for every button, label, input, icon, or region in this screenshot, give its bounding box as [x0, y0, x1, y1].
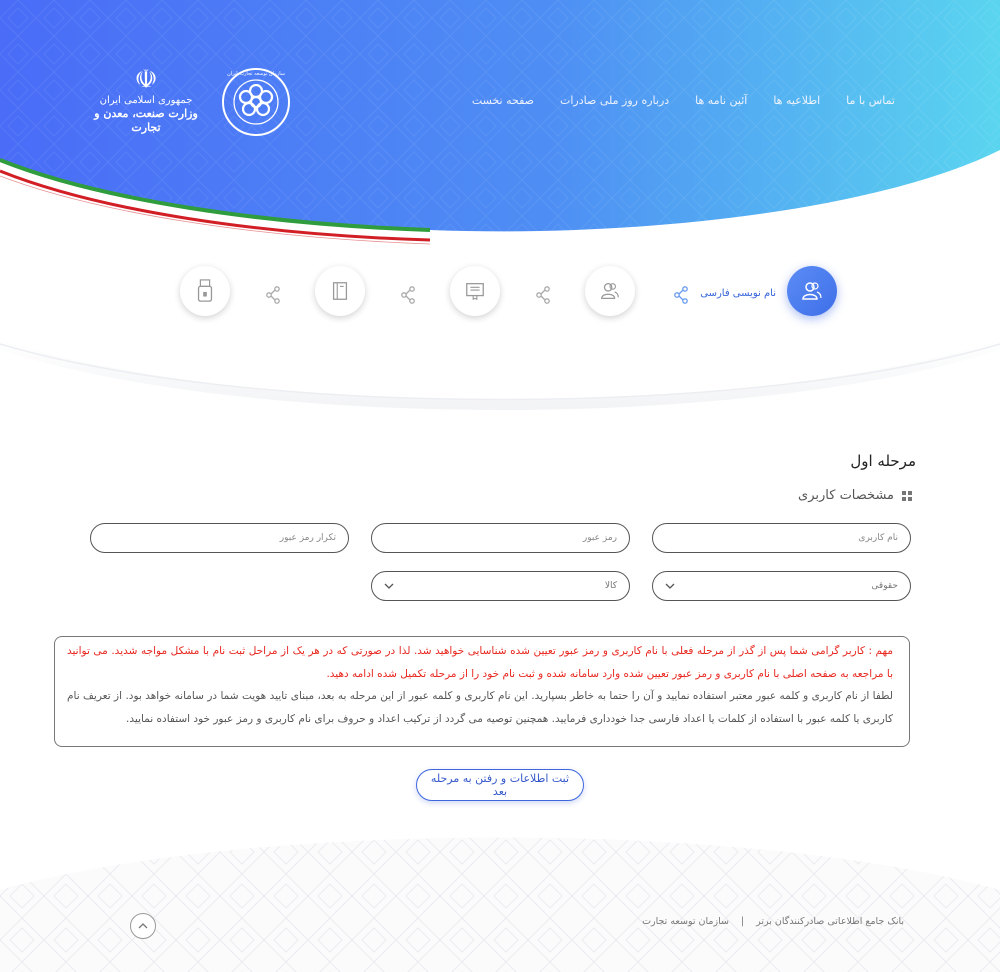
chevron-down-icon — [665, 582, 675, 590]
notice-warning-text: مهم : کاربر گرامی شما پس از گذر از مرحله فعلی با نام کاربری و رمز عبور تعیین شده شناسایی خواهید شد. لذا در صورتی که در هر یک از مراحل ثبت نام با مشکل مواجه شدید. می توانید با مراجعه به صفحه اصلی با نام کاربری و رمز عبور تعیین شده وارد سامانه شده و ثبت نام خود را از مرحله تکمیل شده ادامه دهید. — [67, 645, 893, 680]
main-nav — [459, 94, 908, 107]
share-icon — [265, 286, 281, 304]
book-icon — [330, 280, 350, 302]
scroll-top-button[interactable] — [130, 913, 156, 939]
usb-icon — [196, 279, 214, 303]
stage-title: مرحله اول — [850, 452, 916, 470]
step-user-info[interactable] — [585, 266, 635, 316]
step-final[interactable] — [180, 266, 230, 316]
person-type-select[interactable] — [652, 571, 911, 601]
footer-links — [642, 916, 904, 927]
registration-steps — [0, 262, 1000, 332]
nav-contact[interactable]: تماس با ما — [846, 94, 895, 107]
users-outline-icon — [599, 280, 621, 302]
ministry-logo-line1: جمهوری اسلامی ایران — [99, 95, 193, 106]
header — [0, 0, 1000, 250]
password-repeat-field[interactable] — [90, 523, 349, 553]
step-persian-registration[interactable] — [787, 266, 837, 316]
product-type-value: کالا — [604, 581, 617, 591]
username-field[interactable] — [652, 523, 911, 553]
notice-guide-text: لطفا از نام کاربری و کلمه عبور معتبر استفاده نمایید و آن را حتما به خاطر بسپارید. این نام کاربری و کلمه عبور از این مرحله به بعد، مبنای تایید هویت شما در سامانه خواهد بود. از تعریف نام کاربری یا کلمه عبور با استفاده از کلمات یا اعداد فارسی جدا خودداری فرمایید. همچنین توصیه می گردد از ترکیب اعداد و حروف برای نام کاربری و رمز عبور خود استفاده نمایید. — [67, 690, 893, 725]
chevron-up-icon — [138, 922, 148, 930]
submit-next-step-button[interactable]: ثبت اطلاعات و رفتن به مرحله بعد — [416, 769, 584, 801]
section-divider-curve — [0, 330, 1000, 420]
tpo-logo-text-en — [216, 120, 290, 125]
password-input[interactable] — [372, 524, 629, 552]
password-field[interactable] — [371, 523, 630, 553]
password-repeat-input[interactable] — [91, 524, 348, 552]
username-input[interactable] — [653, 524, 910, 552]
footer-link-exporters-bank[interactable]: بانک جامع اطلاعاتی صادرکنندگان برتر — [756, 916, 904, 927]
footer-separator: | — [740, 916, 745, 927]
footer-background — [0, 830, 1000, 972]
share-icon — [673, 286, 689, 304]
certificate-icon — [464, 280, 486, 302]
step-documents[interactable] — [315, 266, 365, 316]
step-active-label: نام نویسی فارسی — [700, 288, 776, 299]
grid-icon — [902, 491, 912, 501]
section-title-text: مشخصات کاربری — [798, 488, 894, 503]
ministry-logo-line2: وزارت صنعت، معدن و تجارت — [94, 107, 198, 134]
chevron-down-icon — [384, 582, 394, 590]
ministry-logo[interactable] — [90, 65, 202, 134]
nav-regulations[interactable]: آئین نامه ها — [695, 94, 748, 107]
footer — [0, 830, 1000, 972]
tpo-logo[interactable] — [220, 66, 292, 138]
iran-emblem-icon: ☫ — [134, 65, 158, 95]
nav-about-export-day[interactable]: درباره روز ملی صادرات — [560, 94, 670, 107]
step-certificate[interactable] — [450, 266, 500, 316]
nav-announcements[interactable]: اطلاعیه ها — [773, 94, 821, 107]
users-icon — [800, 279, 824, 303]
registration-notice — [54, 636, 910, 747]
product-type-select[interactable] — [371, 571, 630, 601]
share-icon — [400, 286, 416, 304]
person-type-value: حقوقی — [871, 581, 898, 591]
footer-link-tpo[interactable]: سازمان توسعه تجارت — [642, 916, 729, 927]
section-title — [798, 488, 912, 503]
nav-home[interactable]: صفحه نخست — [471, 94, 535, 107]
tpo-logo-text: سازمان توسعه تجارت ایران — [227, 71, 285, 77]
share-icon — [535, 286, 551, 304]
